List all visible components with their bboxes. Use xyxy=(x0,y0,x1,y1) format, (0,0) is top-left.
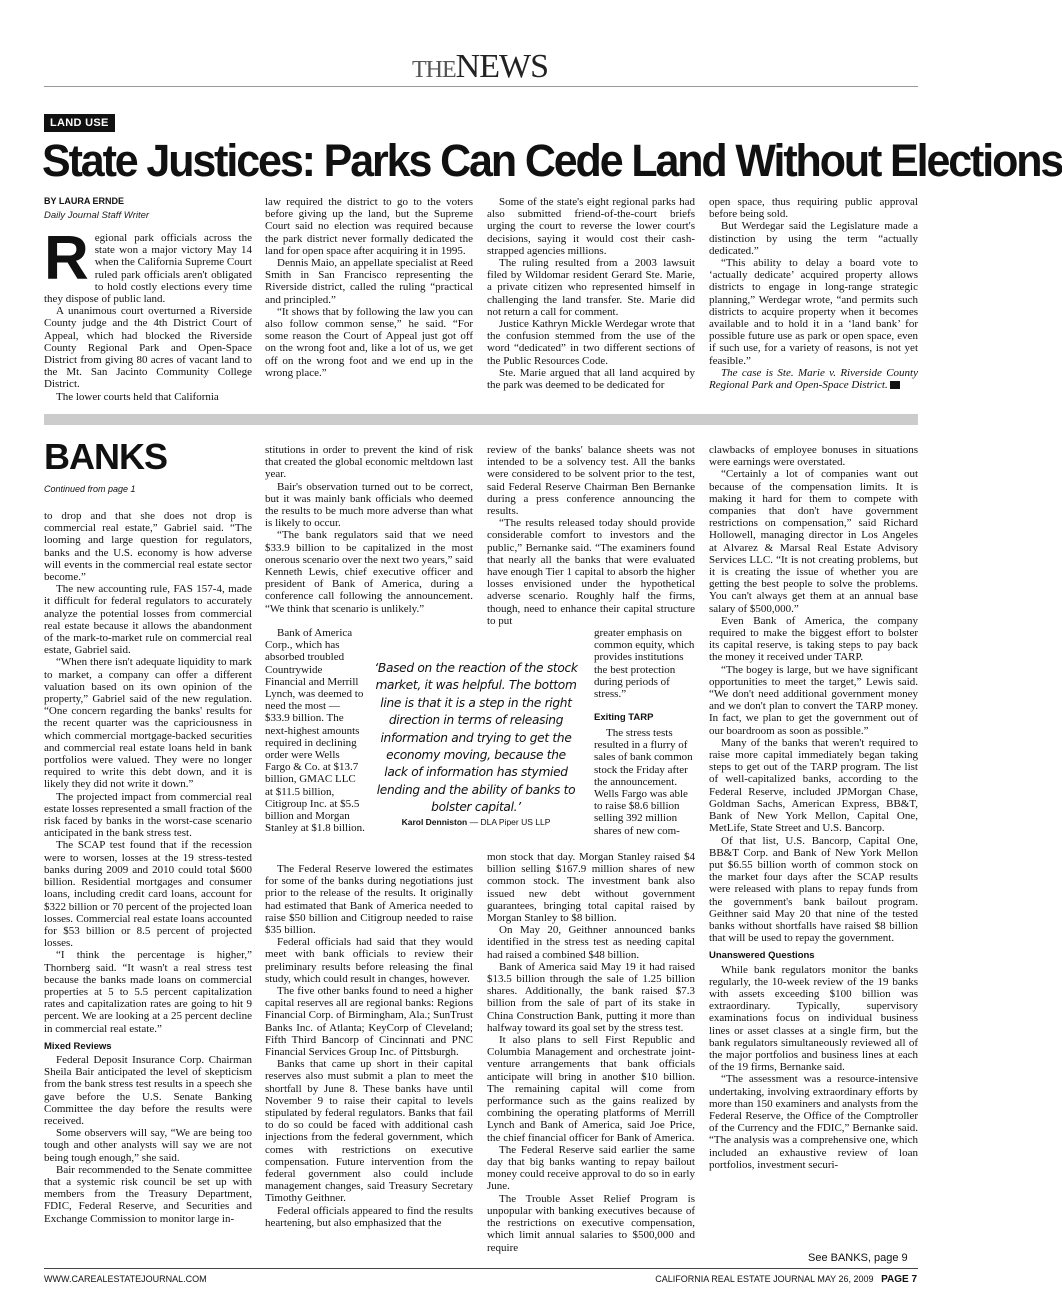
subhead-mixed-reviews: Mixed Reviews xyxy=(44,1040,112,1052)
writer-title: Daily Journal Staff Writer xyxy=(44,210,150,221)
headline: State Justices: Parks Can Cede Land Without Elections xyxy=(42,135,1062,186)
banks-column-3-narrow: greater emphasis on common equity, which provides institutions the best protection during periods of stress.” xyxy=(594,627,695,701)
banks-column-2-bottom: The Federal Reserve lowered the estimates for some of the banks during negotiations just prior to the release of the results. It originally had estimated that Bank of America needed to raise $50 billion and Citigroup needed to raise $35 billion. Federal officials had said that they would meet with bank officials to review their preliminary results before releasing the final study, which could result in changes, however. The five other banks found to need a higher capital reserves all are regional banks: Regions Financial Corp. of Birmingham, Ala.; SunTrust Banks Inc. of Atlanta; KeyCorp of Cleveland; Fifth Third Bancorp of Cincinnati and PNC Financial Services Group Inc. of Pittsburgh. Banks that came up short in their capital reserves also must submit a plan to meet the shortfall by June 8. These banks have until November 9 to raise their capital to levels stipulated by federal regulators. Banks that fail to do so could be faced with additional cash injections from the federal government, which comes with restrictions on executive compensation. Future intervention from the federal government also could include management changes, said Treasury Secretary Timothy Geithner. Federal officials appeared to find the results heartening, but also emphasized that the xyxy=(265,863,473,1229)
byline: BY LAURA ERNDE xyxy=(44,196,125,206)
section-separator xyxy=(44,414,918,425)
end-mark-icon xyxy=(890,381,900,389)
subhead-exiting-tarp: Exiting TARP xyxy=(594,712,654,723)
footer-website: WWW.CAREALESTATEJOURNAL.COM xyxy=(44,1274,207,1284)
banks-column-1: to drop and that she does not drop is commercial real estate,” Gabriel said. “The looming and large question for regulators, banks and the U.S. economy is how adverse will events in the commercial real estate sector become.” The new accounting rule, FAS 157-4, made it difficult for federal regulators to accurately analyze the potential losses from commercial real estate because it allows the abandonment of the mark-to-market rule on commercial real estate, Gabriel said. “When there isn't adequate liquidity to mark to market, a company can offer a different valuation based on its own opinion of the property,” Gabriel said of the new regulation. “One concern regarding the banks' results for the recent quarter was the capriciousness in which commercial mortgage-backed securities and commercial real estate loans held in bank portfolios were valued. They were no longer required to write this debt down, and it is likely they did not write it down.” The projected impact from commercial real estate losses represented a small fraction of the risk faced by banks in the worst-case scenario anticipated in the bank stress test. The SCAP test found that if the recession were to worsen, losses at the 19 stress-tested banks during 2009 and 2010 could total $600 billion. Residential mortgages and consumer loans, including credit card loans, account for $322 billion or 70 percent of the projected loan losses. Commercial real estate loans accounted for $53 billion or 8.5 percent of projected losses. “I think the percentage is higher,” Thornberg said. “It wasn't a real stress test because the banks made loans on commercial properties at 5 to 5.5 percent capitalization rates and capitalization rates are going to hit 9 percent. We are looking at a 25 percent decline in commercial real estate.” Mixed Reviews Federal Deposit Insurance Corp. Chairman Sheila Bair anticipated the level of skepticism from the bank stress test results in a speech she gave before the U.S. Senate Banking Committee the day before the results were received. Some observers will say, “We are being too tough and other analysts will say we are not being tough enough,” she said. Bair recommended to the Senate committee that a systemic risk council be set up with members from the Treasury Department, FDIC, Federal Reserve, and Securities and Exchange Commission to monitor large in- xyxy=(44,510,252,1225)
article-column-3: Some of the state's eight regional parks had also submitted friend-of-the-court briefs urging the court to reverse the lower court's decisions, saying it would cost their cash-strapped agencies millions. The ruling resulted from a 2003 lawsuit filed by Wildomar resident Gerard Ste. Marie, a private citizen who represented himself in challenging the land transfer. Ste. Marie did not return a call for comment. Justice Kathryn Mickle Werdegar wrote that the confusion stemmed from the use of the word “dedicated” in two different sections of the Public Resources Code. Ste. Marie argued that all land acquired by the park was deemed to be dedicated for xyxy=(487,196,695,392)
dropcap: R xyxy=(44,224,89,293)
banks-title: BANKS xyxy=(44,436,168,477)
continued-note: Continued from page 1 xyxy=(44,484,136,494)
page-number: PAGE 7 xyxy=(881,1274,917,1285)
banks-column-2-narrow: Bank of America Corp., which has absorbed troubled Countrywide Financial and Merrill Lynch, was deemed to need the most — $33.9 billion. The next-highest amounts required in declining order were Wells Fargo & Co. at $13.7 billion, GMAC LLC at $11.5 billion, Citigroup Inc. at $5.5 billion and Morgan Stanley at $1.8 billion. xyxy=(265,627,365,835)
article-column-2: law required the district to go to the voters before giving up the land, but the Supreme Court said no election was required because the park district never formally dedicated the land for open space after acquiring it in 1995. Dennis Maio, an appellate specialist at Reed Smith in San Francisco representing the Riverside district, called the ruling “practical and principled.” “It shows that by following the law you can also follow common sense,” he said. “For some reason the Court of Appeal just got off on the wrong foot and, like a lot of us, we get off on the wrong foot and we end up in the wrong place.” xyxy=(265,196,473,379)
banks-column-4: clawbacks of employee bonuses in situations were earnings were overstated. “Certainly a lot of companies want out because of the compensation limits. It is making it hard for them to compete with companies that don't have government restrictions on compensation,” said Richard Hollowell, managing director in Los Angeles at Alvarez & Marsal Real Estate Advisory Services LLC. “It is not creating problems, but it is creating the issue of whether you are getting the best people to solve the problems. You can't always get them at an annual base salary of $500,000.” Even Bank of America, the company required to make the biggest effort to bolster its capital reserve, is taking steps to pay back the money it received under TARP. “The bogey is large, but we have significant opportunities to meet the target,” Lewis said. “We don't need additional government money and we don't plan to convert the TARP money. In fact, we plan to get the government out of our boardroom as soon as possible.” Many of the banks that weren't required to raise more capital immediately began taking steps to get out of the TARP program. The list of well-capitalized banks, according to the Federal Reserve, included JPMorgan Chase, Goldman Sachs, American Express, BB&T, Bank of New York Mellon, Capital One, MetLife, State Street and U.S. Bancorp. Of that list, U.S. Bancorp, Capital One, BB&T Corp. and Bank of New York Mellon put $6.55 billion worth of common stock on the market four days after the SCAP results were released with plans to repay funds from the government's bank bailout program. Geithner said May 20 that nine of the tested banks without shortfalls have raised $8 billion that will be used to repay the government. Unanswered Questions While bank regulators monitor the banks regularly, the 10-week review of the 19 banks with assets exceeding $100 billion was extraordinary. Typically, supervisory examinations focus on individual business lines or asset classes at a single firm, but the bank regulators simultaneously reviewed all of the major portfolios and business lines at each of the 19 firms, Bernanke said. “The assessment was a resource-intensive undertaking, involving extraordinary efforts by more than 150 examiners and analysts from the Federal Reserve, the Office of the Comptroller of the Currency and the FDIC,” Bernanke said. “The analysis was a comprehensive one, which included an exhaustive review of loan portfolios, investment securi- xyxy=(709,444,918,1171)
footer-info: CALIFORNIA REAL ESTATE JOURNAL MAY 26, 2009 PAGE 7 xyxy=(655,1274,917,1285)
article-column-1: Regional park officials across the state won a major victory May 14 when the California Supreme Court ruled park officials aren't obligated to hold costly elections every time they dispose of public land. A unanimous court overturned a Riverside County judge and the 4th District Court of Appeal, which had blocked the Riverside County Regional Park and Open-Space District from giving 80 acres of vacant land to the Mt. San Jacinto Community College District. The lower courts held that California xyxy=(44,224,252,403)
article-column-4: open space, thus requiring public approval before being sold. But Werdegar said the Legislature made a distinction by using the term “actually dedicated.” “This ability to delay a board vote to ‘actually dedicate’ acquired property allows districts to engage in long-range strategic planning,” Werdegar wrote, “and permits such districts to acquire property when it becomes available and to hold it in a ‘land bank’ for possible future use as park or open space, even if such use, for a variety of reasons, is not yet feasible.” The case is Ste. Marie v. Riverside County Regional Park and Open-Space District. xyxy=(709,196,918,392)
masthead-rule xyxy=(44,86,918,87)
section-tag: LAND USE xyxy=(44,114,115,132)
pull-quote: ‘Based on the reaction of the stock market, it was helpful. The bottom line is that it is a step in the right direction in terms of releasing information and trying to get the economy moving, because the lack of information has stymied lending and the ability of banks to bolster capital.’ xyxy=(374,661,578,815)
continued-on-link[interactable]: See BANKS, page 9 xyxy=(808,1252,908,1264)
masthead: THENEWS xyxy=(412,48,548,85)
banks-column-3-top: review of the banks' balance sheets was not intended to be a solvency test. All the banks were considered to be solvent prior to the test, said Federal Reserve Chairman Ben Bernanke during a press conference announcing the results. “The results released today should provide considerable comfort to investors and the public,” Bernanke said. “The examiners found that nearly all the banks that were evaluated have enough Tier 1 capital to absorb the higher losses envisioned under the hypothetical adverse scenario. Roughly half the firms, though, need to enhance their capital structure to put xyxy=(487,444,695,627)
footer-rule xyxy=(44,1268,918,1269)
banks-column-3-bottom: mon stock that day. Morgan Stanley raised $4 billion selling $167.9 million shares of new common stock. The investment bank also issued new debt without government guarantees, bringing total capital raised by Morgan Stanley to $8 billion. On May 20, Geithner announced banks identified in the stress test as needing capital had raised a combined $48 billion. Bank of America said May 19 it had raised $13.5 billion through the sale of 1.25 billion shares. Additionally, the bank raised $7.3 billion from the sale of part of its stake in China Construction Bank, putting it more than halfway toward its goal set by the stress test. It also plans to sell First Republic and Columbia Management and orchestrate joint-venture arrangements that bank officials anticipate will bring in another $10 billion. The remaining capital will come from performance such as the gains realized by combining the operating platforms of Merrill Lynch and Bank of America, said Joe Price, the chief financial officer for Bank of America. The Federal Reserve said earlier the same day that big banks wanting to repay bailout money could receive approval to do so in early June. The Trouble Asset Relief Program is unpopular with banking executives because of the restrictions on executive compensation, which limit annual salaries to $500,000 and require xyxy=(487,851,695,1254)
banks-column-2-top: stitutions in order to prevent the kind of risk that created the global economic meltdown last year. Bair's observation turned out to be correct, but it was mainly bank officials who deemed the results to be much more adverse than what is likely to occur. “The bank regulators said that we need $33.9 billion to be capitalized in the most onerous scenario over the next two years,” said Kenneth Lewis, chief executive officer and president of Bank of America, during a conference call following the announcement. “We think that scenario is unlikely.” xyxy=(265,444,473,615)
banks-column-3-narrow-2: The stress tests resulted in a flurry of sales of bank common stock the Friday after the announcement. Wells Fargo was able to raise $8.6 billion selling 392 million shares of new com- xyxy=(594,727,693,837)
subhead-unanswered-questions: Unanswered Questions xyxy=(709,950,815,962)
pull-quote-attribution: Karol Denniston — DLA Piper US LLP xyxy=(401,817,551,827)
